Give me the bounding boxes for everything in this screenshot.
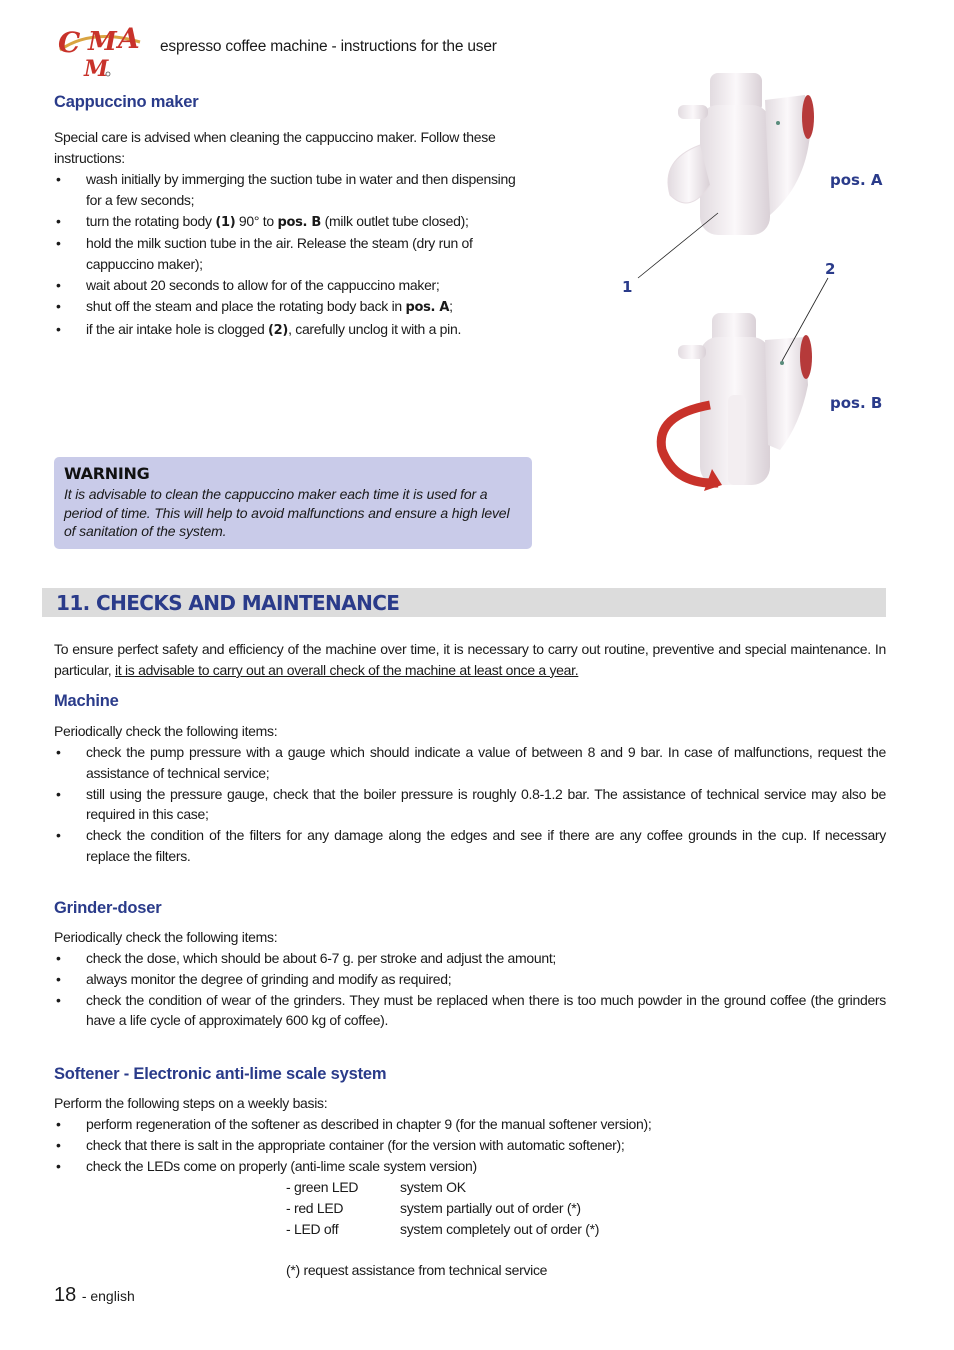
grinder-heading: Grinder-doser (54, 899, 162, 917)
list-item: • shut off the steam and place the rotating body back in pos. A; (54, 296, 534, 319)
header-title: espresso coffee machine - instructions for the user (160, 38, 497, 55)
softener-heading: Softener - Electronic anti-lime scale system (54, 1065, 387, 1083)
section-intro: To ensure perfect safety and efficiency of the machine over time, it is necessary to carry out routine, preventive and special maintenance. In particular, it is advisable to carry out an overall check of the machine at least once a year. (54, 641, 886, 678)
callout-1: 1 (622, 278, 633, 296)
led-row: - LED off system completely out of order (*) (286, 1220, 600, 1237)
list-item: • perform regeneration of the softener as described in chapter 9 (for the manual softener version); (54, 1114, 886, 1135)
svg-text:C: C (58, 26, 81, 59)
cappuccino-heading: Cappuccino maker (54, 93, 199, 111)
led-row: - red LED system partially out of order (*) (286, 1199, 581, 1216)
warning-box (54, 457, 532, 549)
list-item: • hold the milk suction tube in the air. Release the steam (dry run of cappuccino maker); (54, 233, 534, 275)
machine-lead: Periodically check the following items: (54, 723, 278, 739)
pos-b-label: pos. B (830, 394, 883, 412)
list-item: • check the condition of the filters for any damage along the edges and see if there are any coffee grounds in the cup. If necessary replace the filters. (54, 825, 886, 867)
warning-body: It is advisable to clean the cappuccino maker each time it is used for a period of time. This will help to avoid malfunctions and ensure a high level of sanitation of the system. (64, 486, 510, 539)
page-footer (54, 1284, 135, 1307)
softener-list (54, 1114, 886, 1176)
cappuccino-steps (54, 169, 534, 341)
machine-list (54, 742, 886, 867)
list-item: • always monitor the degree of grinding and modify as required; (54, 969, 886, 990)
service-note: (*) request assistance from technical service (286, 1262, 548, 1278)
warning-title: WARNING (64, 464, 150, 483)
cappuccino-maker-figure (600, 65, 900, 495)
cappuccino-intro: Special care is advised when cleaning the cappuccino maker. Follow these instructions: (54, 129, 496, 166)
list-item: • check the pump pressure with a gauge which should indicate a value of between 8 and 9 bar. In case of malfunctions, request the assistance of technical service; (54, 742, 886, 784)
device-pos-b (661, 313, 812, 491)
pos-a-label: pos. A (830, 171, 883, 189)
grinder-lead: Periodically check the following items: (54, 929, 278, 945)
list-item: • check the LEDs come on properly (anti-lime scale system version) (54, 1156, 886, 1177)
grinder-list (54, 948, 886, 1031)
list-item: • check the condition of wear of the grinders. They must be replaced when there is too much powder in the ground coffee (the grinders have a life cycle of approximately 600 kg of coffee). (54, 990, 886, 1032)
svg-text:M: M (88, 27, 117, 57)
svg-text:A: A (118, 22, 140, 55)
list-item: • wash initially by immerging the suction tube in water and then dispensing for a few seconds; (54, 169, 534, 211)
list-item: • check the dose, which should be about 6-7 g. per stroke and adjust the amount; (54, 948, 886, 969)
footer-language: - english (81, 1288, 135, 1304)
list-item: • wait about 20 seconds to allow for of the cappuccino maker; (54, 275, 534, 296)
machine-heading: Machine (54, 692, 119, 710)
callout-2: 2 (825, 260, 836, 278)
led-status-table (286, 1177, 599, 1239)
list-item: • still using the pressure gauge, check that the boiler pressure is roughly 0.8-1.2 bar. The assistance of technical service may also be required in this case; (54, 784, 886, 826)
svg-text:M: M (84, 56, 109, 80)
section-title: 11. CHECKS AND MAINTENANCE (56, 591, 400, 615)
softener-lead: Perform the following steps on a weekly basis: (54, 1095, 328, 1111)
list-item: • check that there is salt in the appropriate container (for the version with automatic softener); (54, 1135, 886, 1156)
device-pos-a (668, 73, 814, 235)
section-header (42, 588, 886, 617)
list-item: • turn the rotating body (1) 90° to pos. B (milk outlet tube closed); (54, 211, 534, 234)
led-row: - green LED system OK (286, 1179, 466, 1195)
page-number: 18 (54, 1284, 77, 1306)
list-item: • if the air intake hole is clogged (2), carefully unclog it with a pin. (54, 319, 534, 342)
cma-logo (52, 20, 144, 80)
